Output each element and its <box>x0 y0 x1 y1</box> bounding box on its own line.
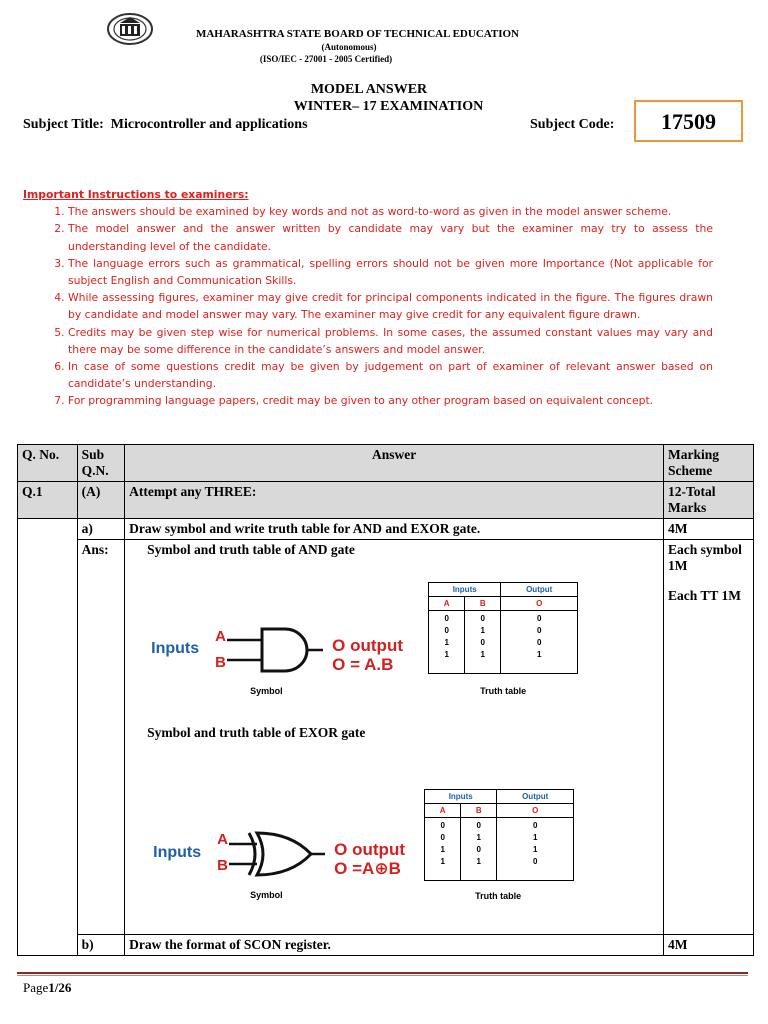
exor-tt-col-a: A <box>425 804 461 818</box>
exor-a-label: A <box>217 831 228 848</box>
and-tt-col-o: O <box>501 597 578 611</box>
exor-tt-o-values: 0 1 1 0 <box>497 818 574 881</box>
footer-rule <box>17 972 748 974</box>
instruction-item: 2. The model answer and the answer written by candidate may vary but the examiner may try to assess the understanding level of the candidate. <box>68 220 713 254</box>
and-inputs-label: Inputs <box>151 640 200 657</box>
and-a-label: A <box>215 628 226 645</box>
exor-tt-output: Output <box>497 790 574 804</box>
empty-qno-cell <box>18 519 78 956</box>
q1-answer: Attempt any THREE: <box>125 482 664 519</box>
q1-sub: (A) <box>77 482 125 519</box>
page-count: 1/26 <box>48 980 72 995</box>
qb-marks: 4M <box>664 935 754 956</box>
exor-tt-inputs: Inputs <box>425 790 497 804</box>
instruction-item: 4. While assessing figures, examiner may give credit for principal components indicated in the figure. The figures drawn by candidate and model answer may vary. The examiner may give credit for any equivalent figure drawn. <box>68 289 713 323</box>
autonomous-label: (Autonomous) <box>321 42 377 52</box>
qb-question: Draw the format of SCON register. <box>125 935 664 956</box>
and-gate-symbol <box>227 626 337 676</box>
exor-gate-symbol <box>229 830 339 880</box>
exor-symbol-caption: Symbol <box>250 890 283 900</box>
table-row-q1 <box>18 482 754 519</box>
table-row-b <box>18 935 754 956</box>
page-number <box>23 980 71 996</box>
exor-eq-left: O =A <box>334 859 375 878</box>
mark-each-tt: Each TT 1M <box>668 588 742 603</box>
and-out-letter: O <box>332 636 346 655</box>
xor-circle-plus-icon: ⊕ <box>374 859 389 878</box>
answer-table <box>17 444 754 956</box>
subject-code-box: 17509 <box>634 100 743 142</box>
qb-sub: b) <box>77 935 125 956</box>
and-tt-caption: Truth table <box>480 686 527 696</box>
ans-marks <box>664 540 754 935</box>
instructions-list <box>23 203 713 409</box>
and-tt-col-a: A <box>429 597 465 611</box>
subject-title-label: Subject Title: <box>23 117 104 132</box>
q1-marks: 12-Total Marks <box>664 482 754 519</box>
and-title: Symbol and truth table of AND gate <box>147 542 355 557</box>
exor-inputs-label: Inputs <box>153 844 202 861</box>
instruction-item: 3. The language errors such as grammatical, spelling errors should not be given more Importance (Not applicable for subject English and Communication Skills. <box>68 255 713 289</box>
exor-tt-col-b: B <box>461 804 497 818</box>
exor-tt-col-o: O <box>497 804 574 818</box>
exor-tt-a-values: 0 0 1 1 <box>425 818 461 881</box>
and-tt-b-values: 0 1 0 1 <box>465 611 501 674</box>
and-symbol-caption: Symbol <box>250 686 283 696</box>
instruction-item: 1. The answers should be examined by key words and not as word-to-word as given in the model answer scheme. <box>68 203 713 220</box>
ans-sub: Ans: <box>77 540 125 935</box>
header-marking: Marking Scheme <box>664 445 754 482</box>
and-tt-a-values: 0 0 1 1 <box>429 611 465 674</box>
exor-truth-table <box>424 789 574 881</box>
header-qno: Q. No. <box>18 445 78 482</box>
header-answer: Answer <box>125 445 664 482</box>
exor-tt-b-values: 0 1 0 1 <box>461 818 497 881</box>
exam-name: WINTER– 17 EXAMINATION <box>293 99 484 114</box>
and-tt-col-b: B <box>465 597 501 611</box>
exor-equation <box>334 859 401 879</box>
qa-marks: 4M <box>664 519 754 540</box>
doc-title: MODEL ANSWER <box>310 82 428 97</box>
subject-title <box>23 117 308 133</box>
qa-sub: a) <box>77 519 125 540</box>
ans-figures <box>125 540 664 935</box>
exor-b-label: B <box>217 857 228 874</box>
and-output-word: output <box>350 636 403 655</box>
and-tt-o-values: 0 0 0 1 <box>501 611 578 674</box>
and-tt-output: Output <box>501 583 578 597</box>
instructions-block <box>23 186 713 410</box>
table-row-a <box>18 519 754 540</box>
subject-code-label: Subject Code: <box>530 117 615 132</box>
table-row-ans <box>18 540 754 935</box>
exor-output-word: output <box>352 840 405 859</box>
footer-rule-thin <box>17 975 748 976</box>
exor-out-letter: O <box>334 840 348 859</box>
instruction-item: 5. Credits may be given step wise for numerical problems. In some cases, the assumed constant values may vary and there may be some difference in the candidate’s answers and model answer. <box>68 324 713 358</box>
exor-tt-caption: Truth table <box>475 891 522 901</box>
iso-certification: (ISO/IEC - 27001 - 2005 Certified) <box>259 54 393 64</box>
exor-output-label <box>334 840 405 860</box>
mark-each-symbol: Each symbol 1M <box>668 542 742 573</box>
header-sub: Sub Q.N. <box>77 445 125 482</box>
and-tt-inputs: Inputs <box>429 583 501 597</box>
and-b-label: B <box>215 654 226 671</box>
subject-title-value: Microcontroller and applications <box>110 117 308 132</box>
instruction-item: 7. For programming language papers, credit may be given to any other program based on equivalent concept. <box>68 392 713 409</box>
table-header-row <box>18 445 754 482</box>
and-truth-table <box>428 582 578 674</box>
exor-title: Symbol and truth table of EXOR gate <box>147 725 366 740</box>
exor-eq-right: B <box>388 859 401 878</box>
q1-number: Q.1 <box>18 482 78 519</box>
page-prefix: Page <box>23 980 49 995</box>
instructions-heading: Important Instructions to examiners: <box>23 188 249 201</box>
board-name: MAHARASHTRA STATE BOARD OF TECHNICAL EDUCATION <box>195 28 520 40</box>
and-output-label <box>332 636 403 656</box>
qa-question: Draw symbol and write truth table for AND and EXOR gate. <box>125 519 664 540</box>
instruction-item: 6. In case of some questions credit may be given by judgement on part of examiner of relevant answer based on candidate’s understanding. <box>68 358 713 392</box>
and-equation: O = A.B <box>332 655 394 674</box>
